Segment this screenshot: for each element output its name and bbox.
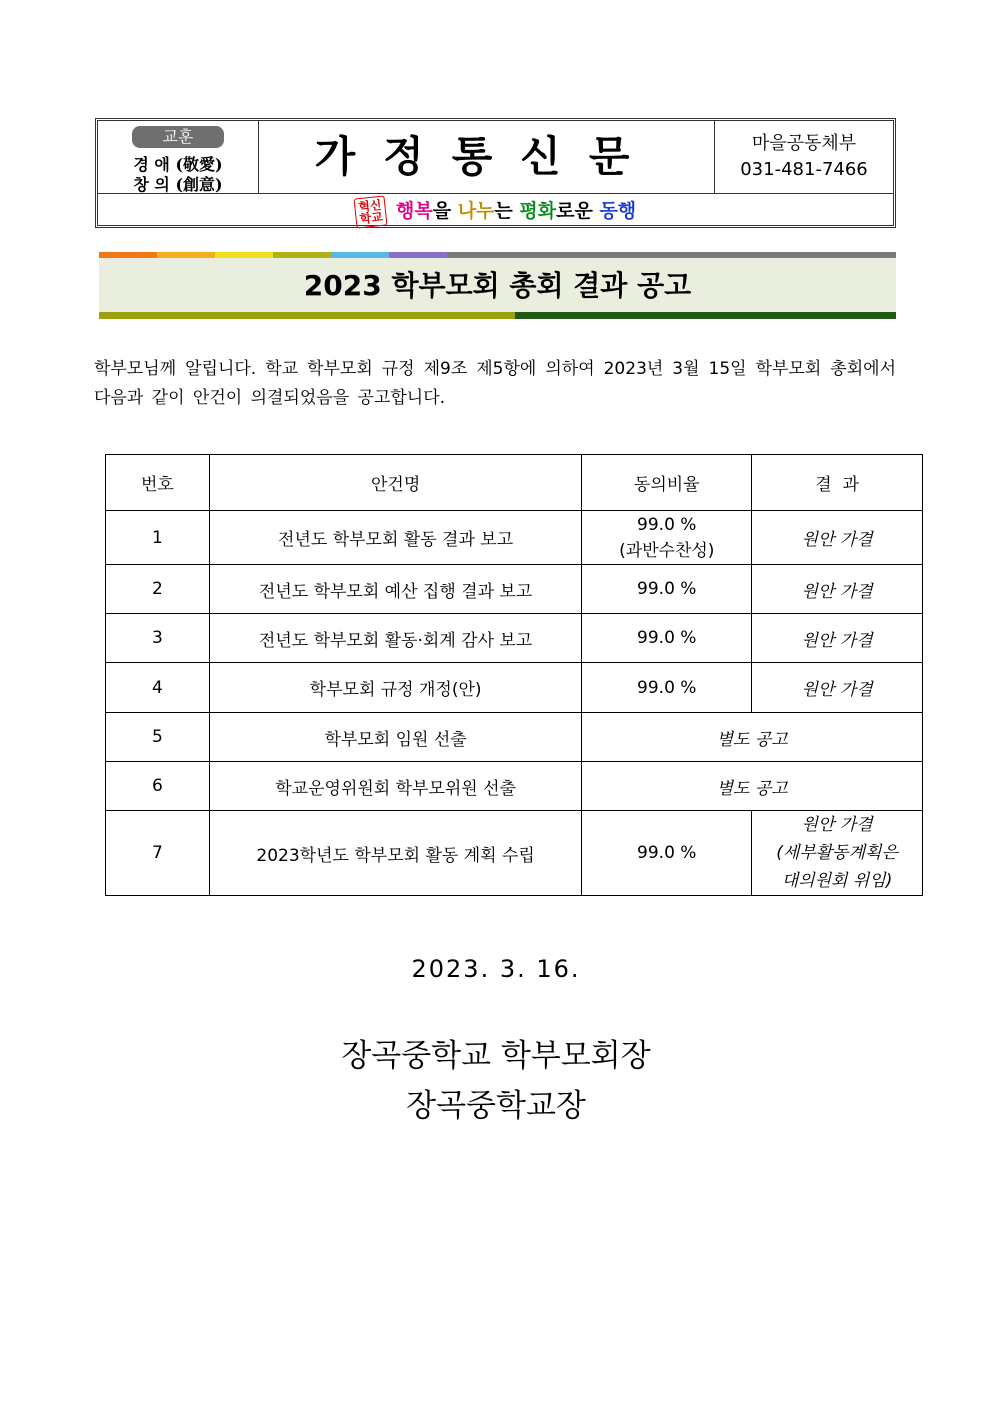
header-result: 결 과: [752, 455, 923, 511]
contact-cell: [715, 121, 893, 193]
slogan-part: 평화: [519, 200, 557, 222]
notice-title: 2023 학부모회 총회 결과 공고: [99, 258, 896, 312]
row-ratio: 99.0 %: [582, 614, 752, 663]
slogan-part: 로운: [556, 200, 600, 222]
newsletter-header: [95, 118, 896, 228]
table-row: [106, 511, 923, 565]
intro-paragraph: 학부모님께 알립니다. 학교 학부모회 규정 제9조 제5항에 의하여 2023년 3월 15일 학부모회 총회에서 다음과 같이 안건이 의결되었음을 공고합니다.: [94, 359, 896, 408]
row-result: 원안 가결: [752, 511, 923, 565]
slogan-row: [98, 194, 893, 228]
slogan-part: 나누: [457, 200, 495, 222]
row-no: 7: [106, 811, 210, 896]
header-top-row: [98, 121, 893, 194]
row-result: 원안 가결: [752, 614, 923, 663]
row-item: 학교운영위원회 학부모위원 선출: [209, 762, 582, 811]
row-ratio: 99.0 %: [582, 663, 752, 713]
row-ratio: 99.0 % (과반수찬성): [582, 511, 752, 565]
slogan-part: 을: [432, 200, 458, 222]
header-no: 번호: [106, 455, 210, 511]
row-item: 학부모회 규정 개정(안): [209, 663, 582, 713]
table-header-row: [106, 455, 923, 511]
row-no: 5: [106, 713, 210, 762]
innovation-school-badge: 혁신 학교: [353, 195, 387, 228]
notice-date: 2023. 3. 16.: [411, 955, 581, 983]
row-ratio: 99.0 %: [582, 811, 752, 896]
row-item: 전년도 학부모회 활동·회계 감사 보고: [209, 614, 582, 663]
table-row: [106, 614, 923, 663]
header-ratio: 동의비율: [582, 455, 752, 511]
row-item: 전년도 학부모회 예산 집행 결과 보고: [209, 565, 582, 614]
row-result: 원안 가결: [752, 565, 923, 614]
header-item: 안건명: [209, 455, 582, 511]
row-result: 원안 가결: [752, 663, 923, 713]
motto-line-2: 창 의 (創意): [133, 175, 223, 194]
motto-line-1: 경 애 (敬愛): [133, 155, 223, 174]
table-row: [106, 713, 923, 762]
slogan-part: 행복: [396, 200, 433, 222]
department-name: 마을공동체부: [751, 133, 857, 154]
motto-label: 교훈: [132, 126, 224, 148]
signatory-principal: 장곡중학교장: [406, 1088, 586, 1124]
row-item: 전년도 학부모회 활동 결과 보고: [209, 511, 582, 565]
row-no: 1: [106, 511, 210, 565]
row-no: 6: [106, 762, 210, 811]
row-merged-result: 별도 공고: [582, 762, 923, 811]
motto-cell: [98, 121, 259, 193]
row-ratio: 99.0 %: [582, 565, 752, 614]
signatory-parent-chair: 장곡중학교 학부모회장: [341, 1038, 651, 1074]
row-merged-result: 별도 공고: [582, 713, 923, 762]
agenda-table: [105, 454, 923, 896]
slogan: [396, 200, 636, 222]
row-no: 3: [106, 614, 210, 663]
row-no: 2: [106, 565, 210, 614]
newsletter-title: 가정통신문: [258, 121, 715, 193]
row-result: 원안 가결 (세부활동계획은 대의원회 위임): [752, 811, 923, 896]
table-row: [106, 811, 923, 896]
phone-number: 031-481-7466: [740, 159, 868, 180]
row-item: 2023학년도 학부모회 활동 계획 수립: [209, 811, 582, 896]
slogan-part: 동행: [599, 200, 637, 222]
bottom-strip-segment: [515, 312, 896, 319]
table-row: [106, 565, 923, 614]
row-item: 학부모회 임원 선출: [209, 713, 582, 762]
table-row: [106, 762, 923, 811]
row-no: 4: [106, 663, 210, 713]
table-row: [106, 663, 923, 713]
bottom-strip-segment: [99, 312, 515, 319]
slogan-part: 는: [494, 200, 520, 222]
